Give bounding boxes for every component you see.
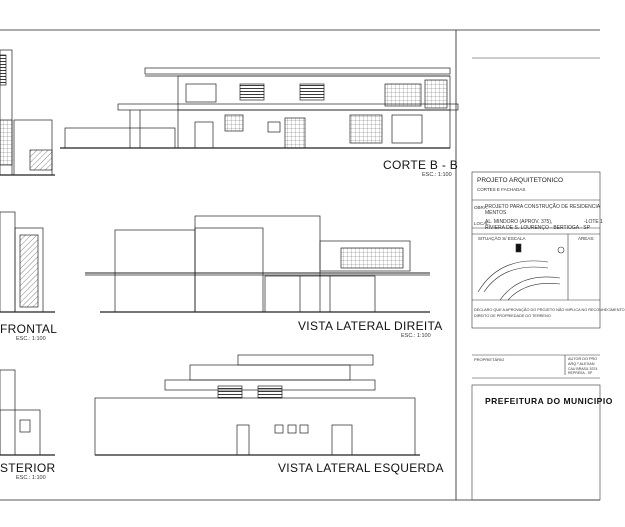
rear-view-drawing — [0, 370, 55, 455]
author-line-3: CAU BRASIL 5374 — [568, 367, 598, 371]
front-view-drawing — [0, 212, 55, 312]
project-subtitle: CORTES E FACHADAS — [477, 187, 526, 192]
owner-label: PROPRIETÁRIO — [474, 357, 505, 362]
situation-label: SITUAÇÃO S/ ESCALA — [478, 236, 526, 241]
section-b-b-title: CORTE B - B — [383, 158, 459, 172]
local-label: LOCAL: — [474, 221, 491, 226]
left-side-view-title: VISTA LATERAL ESQUERDA — [278, 461, 444, 475]
right-side-view-title: VISTA LATERAL DIREITA — [298, 319, 443, 333]
right-side-view-scale: ESC.: 1:100 — [401, 333, 431, 339]
rear-view-title: STERIOR — [0, 461, 56, 475]
right-side-view-drawing — [85, 216, 430, 312]
author-line-2: ARQ.º ALEXAN — [568, 362, 595, 366]
local-line-2: RIVIERA DE S. LOURENÇO - BERTIOGA - SP — [485, 225, 590, 231]
rear-view-scale: ESC.: 1:100 — [16, 475, 46, 481]
front-view-scale: ESC.: 1:100 — [16, 336, 46, 342]
obra-line-2: MENTOS — [485, 210, 507, 216]
declaration-line-2: DIREITO DE PROPRIEDADE DO TERRENO — [474, 314, 551, 318]
municipality-title: PREFEITURA DO MUNICIPIO — [485, 396, 613, 406]
section-b-b-drawing — [60, 68, 458, 148]
title-block-frames — [472, 58, 600, 500]
section-b-b-scale: ESC.: 1:100 — [422, 172, 452, 178]
partial-section-top-left — [0, 50, 55, 175]
project-title: PROJETO ARQUITETONICO — [477, 177, 564, 184]
left-side-view-drawing — [95, 355, 420, 455]
author-line-4: REPRESA - SP — [568, 371, 593, 375]
front-view-title: FRONTAL — [0, 322, 58, 336]
declaration-line-1: DECLARO QUE A APROVAÇÃO DO PROJETO NÃO IMPLICA NO RECONHECIMENTO — [474, 308, 625, 312]
obra-label: OBRA: — [474, 205, 489, 210]
areas-label: ÁREAS: — [578, 236, 595, 241]
obra-line-1: PROJETO PARA CONSTRUÇÃO DE RESIDENCIA — [485, 204, 601, 210]
local-line-1: AL. MINDORO (APROV. 375), — [485, 219, 553, 225]
local-lote: -LOTE 1 — [584, 219, 603, 225]
author-line-1: AUTOR DO PRO — [568, 357, 598, 361]
